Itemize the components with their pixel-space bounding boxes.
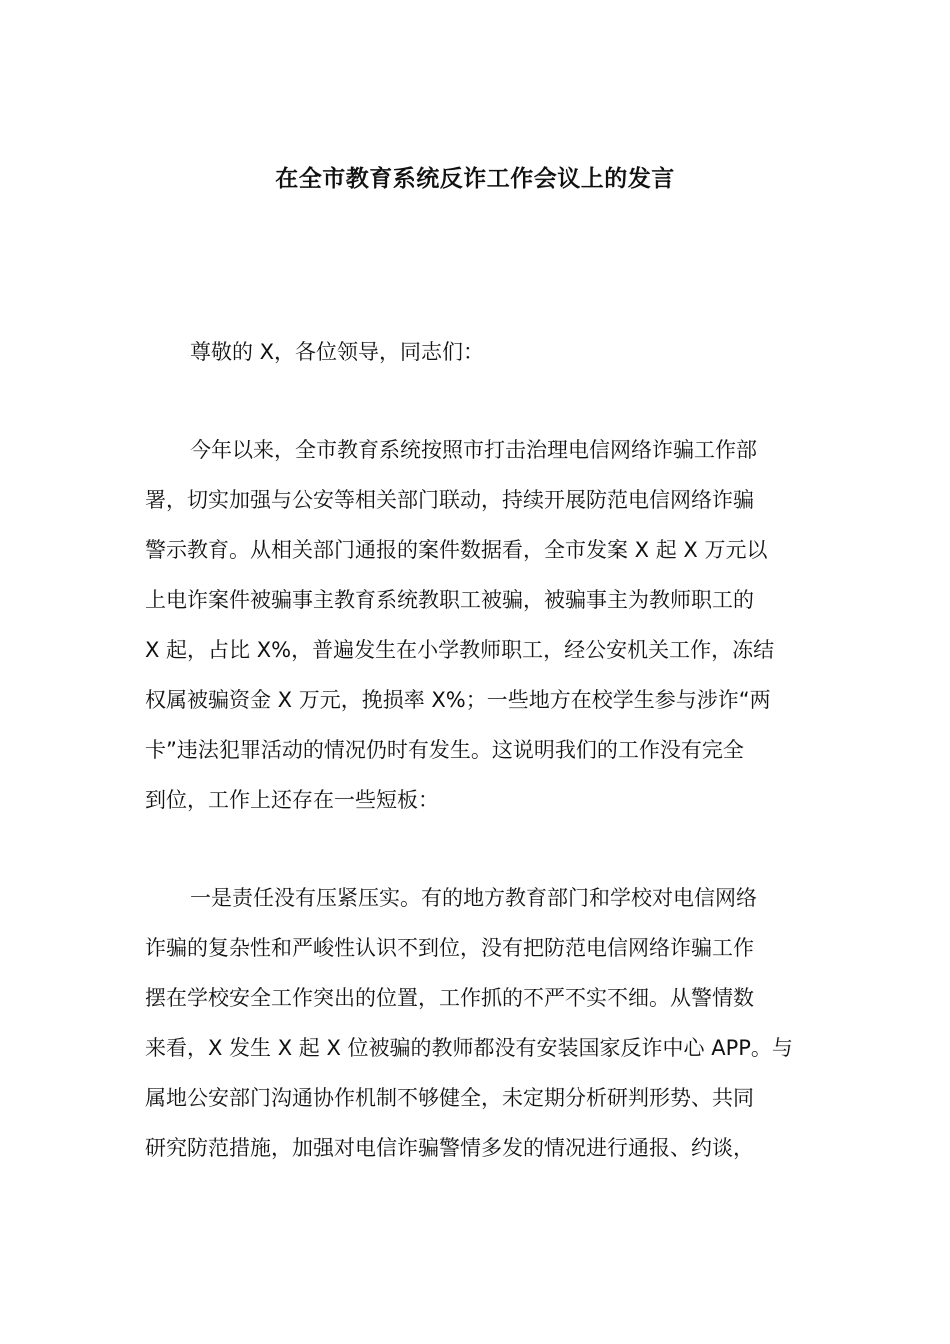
document-title: 在全市教育系统反诈工作会议上的发言 [275, 166, 675, 192]
salutation: 尊敬的 X，各位领导，同志们： [190, 340, 485, 364]
paragraph-line: 权属被骗资金 X 万元，挽损率 X%；一些地方在校学生参与涉诈“两 [145, 688, 771, 712]
paragraph-line: 上电诈案件被骗事主教育系统教职工被骗，被骗事主为教师职工的 [145, 588, 754, 612]
paragraph-line: 摆在学校安全工作突出的位置，工作抓的不严不实不细。从警情数 [145, 986, 754, 1010]
paragraph-1 [145, 425, 810, 825]
paragraph-line: 警示教育。从相关部门通报的案件数据看，全市发案 X 起 X 万元以 [145, 538, 768, 562]
paragraph-line: 诈骗的复杂性和严峻性认识不到位，没有把防范电信网络诈骗工作 [145, 936, 754, 960]
paragraph-line: 属地公安部门沟通协作机制不够健全，未定期分析研判形势、共同 [145, 1086, 754, 1110]
paragraph-line: 到位，工作上还存在一些短板： [145, 788, 439, 812]
paragraph-line: 研究防范措施，加强对电信诈骗警情多发的情况进行通报、约谈， [145, 1136, 754, 1160]
paragraph-line: 来看，X 发生 X 起 X 位被骗的教师都没有安装国家反诈中心 APP。与 [145, 1036, 793, 1060]
paragraph-2 [145, 873, 810, 1173]
paragraph-line: 署，切实加强与公安等相关部门联动，持续开展防范电信网络诈骗 [145, 488, 754, 512]
paragraph-line: 一是责任没有压紧压实。有的地方教育部门和学校对电信网络 [190, 886, 757, 910]
paragraph-line: 卡”违法犯罪活动的情况仍时有发生。这说明我们的工作没有完全 [145, 738, 744, 762]
paragraph-line: 今年以来，全市教育系统按照市打击治理电信网络诈骗工作部 [190, 438, 757, 462]
paragraph-line: X 起，占比 X%，普遍发生在小学教师职工，经公安机关工作，冻结 [145, 638, 775, 662]
